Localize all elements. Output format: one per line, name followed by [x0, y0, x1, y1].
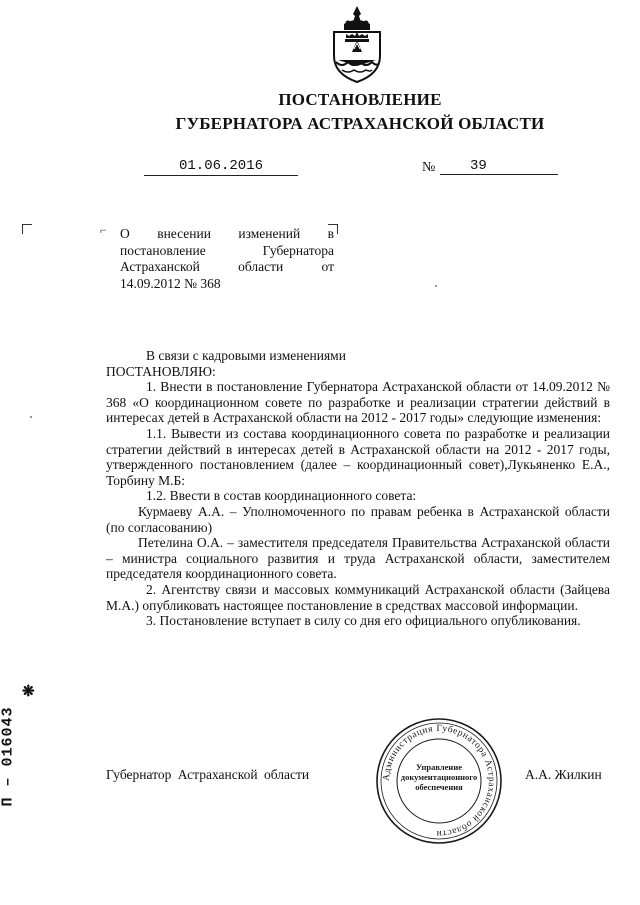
issuer-heading: ГУБЕРНАТОРА АСТРАХАНСКОЙ ОБЛАСТИ: [175, 114, 545, 133]
serial-text: П – 016043: [0, 706, 17, 807]
document-date: 01.06.2016: [144, 158, 298, 176]
stamp-center-text: Управление документационного обеспечения: [400, 762, 478, 792]
paragraph-1-2-a: Курмаеву А.А. – Уполномоченного по правам ребенка в Астраханской области (по согласованию): [106, 503, 610, 535]
signatory-title: Губернатор Астраханской области: [106, 767, 310, 782]
official-stamp: [374, 716, 504, 846]
paragraph-1-2-b: Петелина О.А. – заместителя председателя Правительства Астраханской области – министра социального развития и труда Астраханской области, заместителем председателя координационного совета.: [106, 535, 610, 582]
document-type-heading: ПОСТАНОВЛЕНИЕ: [278, 90, 442, 109]
subject-line: Астраханской области от: [120, 259, 334, 274]
stamp-ring-text: Администрация Губернатора Астраханской области: [381, 723, 497, 839]
signatory-name: А.А. Жилкин: [525, 767, 602, 782]
number-sign: №: [422, 160, 436, 175]
coat-of-arms-icon: [328, 4, 386, 84]
corner-mark-left: [22, 224, 32, 234]
subject-line: О внесении изменений в: [120, 226, 334, 241]
subject-block: [120, 226, 334, 292]
intro-paragraph: В связи с кадровыми изменениями: [146, 348, 346, 363]
subject-line: 14.09.2012 № 368: [120, 275, 221, 291]
decree-body: [106, 348, 610, 629]
scan-speck: [435, 285, 437, 287]
document-number: 39: [440, 158, 558, 175]
paragraph-3: 3. Постановление вступает в силу со дня его официального опубликования.: [146, 613, 581, 629]
paragraph-1-2: 1.2. Ввести в состав координационного совета:: [146, 488, 417, 504]
scan-speck: [30, 416, 32, 418]
side-mark-icon: ❋: [22, 684, 35, 700]
paragraph-2: 2. Агентству связи и массовых коммуникаций Астраханской области (Зайцева М.А.) опубликовать настоящее постановление в средствах массовой информации.: [106, 581, 610, 613]
paragraph-1: 1. Внести в постановление Губернатора Астраханской области от 14.09.2012 № 368 «О координационном совете по разработке и реализации стратегии действий в интересах детей в Астраханской области на 2012 - 2017 годы» следующие изменения:: [106, 379, 610, 426]
corner-mark-inner: ⌐: [100, 223, 107, 237]
decree-word: ПОСТАНОВЛЯЮ:: [106, 363, 216, 379]
form-serial-number: [0, 690, 40, 830]
paragraph-1-1: 1.1. Вывести из состава координационного совета по разработке и реализации стратегии действий в интересах детей в Астраханской области на 2012 - 2017 годы, утвержденного постановлением (далее – координационный совет),Лукьяненко Е.А., Торбину М.Б:: [106, 425, 610, 488]
subject-line: постановление Губернатора: [120, 242, 334, 258]
